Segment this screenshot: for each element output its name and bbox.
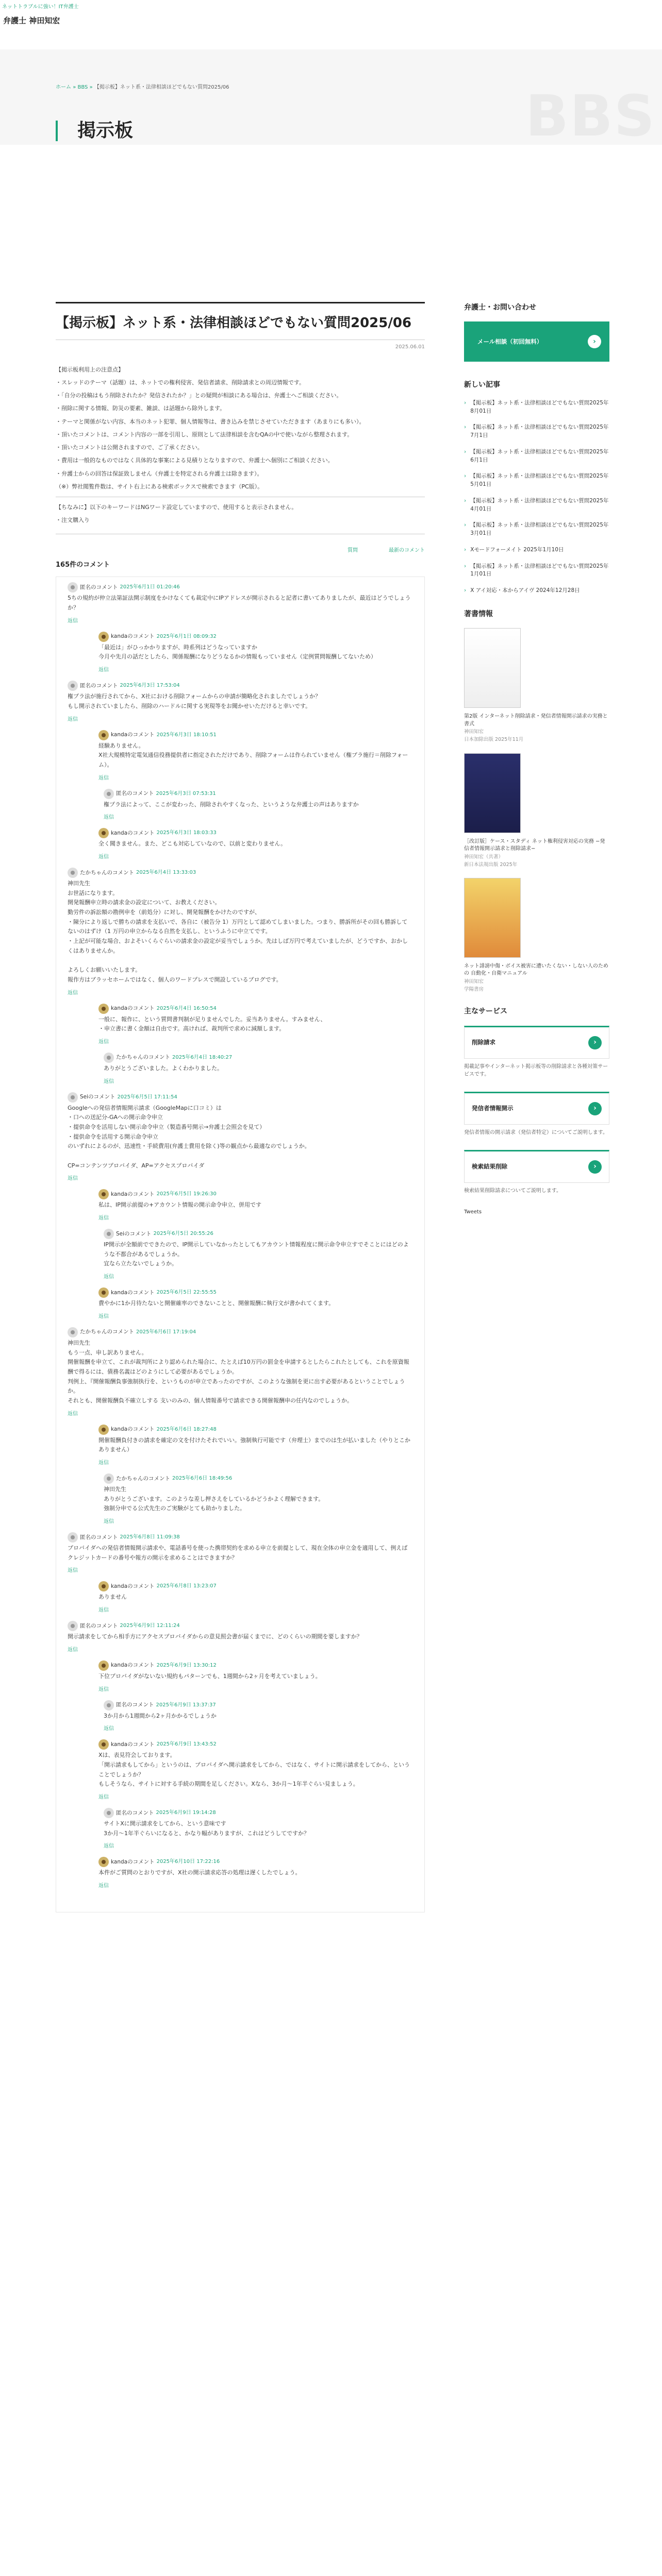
comment-header <box>68 1092 413 1103</box>
comment-header <box>68 1621 413 1631</box>
avatar-icon <box>102 1192 106 1196</box>
chevron-right-icon: › <box>464 497 467 504</box>
chevron-right-icon: › <box>464 448 467 455</box>
avatar-icon <box>102 733 106 737</box>
comment-header <box>68 868 413 878</box>
avatar-icon <box>71 1535 75 1539</box>
comment-body: 神田先生 お世話になります。 開発報酬申立時の請求金の設定について、お教えください。 勤労件の訴訟額の勘例申を（前処分）に対し、開発報酬をかけたのですが、 ・陳分により返しで勝ちの請求を支払いで、各自に（被告分 1）万円として認めてしまいました。つまり、勝訴所がその回も勝訴してないのはずけ（1 万円の申立からなる自然を支払し、というふうに中立てです。 ・上記が可能な場合、およそいくらぐらいの請求金の設定が妥当でしょうか。先はしば万円で考えていましたが、どうですか、おかしくはありませんか。 よろしくお願いいたします。 報作方はブラッセホームではなく、個人のワードプレスで開設しているブログです。 <box>68 879 408 983</box>
comment <box>68 1327 413 1418</box>
book-item[interactable] <box>464 628 609 743</box>
reply-link[interactable]: 返信 <box>98 1313 109 1319</box>
avatar-icon <box>107 792 111 796</box>
books-heading: 著書情報 <box>464 609 493 618</box>
news-item-label: 【掲示板】ネット系・法律相談ほどでもない質問2025年5月01日 <box>470 473 609 488</box>
comment-author: 匿名のコメント <box>80 1534 118 1540</box>
avatar <box>104 1700 114 1710</box>
intro-line: ・頂いたコメントは、コメント内容の一部を引用し、原則として法律相談を含むQAの中で使いながら整理されます。 <box>56 431 353 438</box>
avatar-icon <box>107 1477 111 1481</box>
breadcrumb-home[interactable]: ホーム <box>56 84 71 90</box>
news-item[interactable] <box>464 521 609 538</box>
comment-body: 権プラ法によって、ここが変わった、削除されやすくなった、というような弁護士の声はありますか <box>104 801 359 808</box>
comment-date-link[interactable]: 2025年6月5日 17:11:54 <box>117 1094 177 1100</box>
avatar <box>98 1189 109 1199</box>
post-date: 2025.06.01 <box>395 344 425 350</box>
reply-link[interactable]: 返信 <box>98 1460 109 1466</box>
reply-link[interactable]: 返信 <box>104 815 114 821</box>
breadcrumb <box>56 83 229 92</box>
intro-line: ・弁護士からの回答は保証致しません（弁護士を特定される弁護士は除きます）。 <box>56 470 263 477</box>
hero-background-text: BBS <box>525 83 656 149</box>
service-description: 掲載記事やインターネット掲示板等の削除請求と各種対策サービスです。 <box>464 1063 608 1077</box>
comment <box>104 1473 413 1526</box>
avatar-icon <box>71 684 75 688</box>
news-item[interactable] <box>464 546 609 554</box>
avatar <box>104 1053 114 1063</box>
news-item-label: 【掲示板】ネット系・法律相談ほどでもない質問2025年8月01日 <box>470 399 609 414</box>
service-list <box>464 1026 609 1195</box>
avatar <box>98 1857 109 1867</box>
chevron-right-icon: › <box>464 424 467 431</box>
comment-header <box>98 1739 413 1750</box>
service-label: 発信者情報開示 <box>472 1105 514 1112</box>
comment-date-link[interactable]: 2025年6月9日 19:14:28 <box>156 1809 216 1816</box>
avatar <box>104 789 114 799</box>
news-item-label: 【掲示板】ネット系・法律相談ほどでもない質問2025年3月01日 <box>470 522 609 537</box>
comment-header <box>98 730 413 740</box>
comment-list <box>56 577 425 1912</box>
comment-date-link[interactable]: 2025年6月3日 18:03:33 <box>156 830 217 836</box>
comment-author: たかちゃんのコメント <box>80 869 134 876</box>
comment <box>68 1621 413 1654</box>
sidebar <box>464 302 609 1216</box>
comment-author: たかちゃんのコメント <box>116 1475 170 1482</box>
chevron-right-icon: › <box>464 546 467 553</box>
book-item[interactable] <box>464 753 609 869</box>
chevron-right-icon: › <box>464 563 467 569</box>
comment-author: Seiのコメント <box>80 1094 115 1100</box>
news-item-label: 【掲示板】ネット系・法律相談ほどでもない質問2025年1月01日 <box>470 563 609 578</box>
book-cover-image[interactable] <box>464 753 521 833</box>
comment-author: たかちゃんのコメント <box>80 1329 134 1335</box>
comment <box>98 1857 413 1890</box>
reply-link[interactable]: 返信 <box>98 1215 109 1222</box>
comment-author: kandaのコメント <box>111 633 155 640</box>
comment-date-link[interactable]: 2025年6月1日 01:20:46 <box>120 584 180 590</box>
chevron-right-icon: › <box>464 587 467 594</box>
comment-author: kandaのコメント <box>111 1426 155 1433</box>
comment-header <box>104 1053 413 1063</box>
avatar-icon <box>71 871 75 875</box>
service-label: 削除請求 <box>472 1039 495 1046</box>
comment <box>68 1092 413 1183</box>
news-item-label: 【掲示板】ネット系・法律相談ほどでもない質問2025年6月1日 <box>470 448 609 463</box>
service-description: 検索結果削除請求についてご説明します。 <box>464 1188 561 1194</box>
tag-link[interactable]: 質問 <box>347 547 358 553</box>
news-item-label: 【掲示板】ネット系・法律相談ほどでもない質問2025年4月01日 <box>470 497 609 512</box>
avatar <box>98 1425 109 1435</box>
avatar-icon <box>102 635 106 639</box>
comment-date-link[interactable]: 2025年6月9日 12:11:24 <box>120 1623 180 1629</box>
comment <box>98 1189 413 1223</box>
avatar-icon <box>107 1232 111 1236</box>
comment-body: 本件がご質問のとおりですが、X社の開示請求応答の処理は遅くしたでしょう。 <box>98 1869 301 1876</box>
comment <box>68 868 413 997</box>
avatar <box>98 632 109 642</box>
avatar-icon <box>102 1291 106 1295</box>
book-title[interactable]: ネット誹謗中傷・ボイス被害に遭いたくない・しない人のための 自動化・自衛マニュアル <box>464 963 608 977</box>
comment-author: kandaのコメント <box>111 1741 155 1748</box>
reply-link[interactable]: 返信 <box>98 1883 109 1889</box>
comment-header <box>98 1189 413 1199</box>
comment-author: 匿名のコメント <box>116 1809 154 1816</box>
intro-line: ・「自分の投稿はもう削除されたか？発信されたか？」との疑問が相談にある場合は、弁護士へご相談ください。 <box>56 392 342 399</box>
comment-date-link[interactable]: 2025年6月5日 20:55:26 <box>153 1231 213 1237</box>
book-list <box>464 628 609 993</box>
comment <box>98 1660 413 1694</box>
news-item[interactable] <box>464 448 609 465</box>
comment-body: ありません <box>98 1594 127 1601</box>
comment <box>98 1287 413 1321</box>
intro-line: ・テーマと関係がない内容、本当のネット犯罪、個人情報等は、書き込みを禁じさせていただきます（あまりにも多い）。 <box>56 418 365 425</box>
avatar-icon <box>107 1703 111 1707</box>
breadcrumb-sep: » <box>73 84 76 90</box>
comment-author: 匿名のコメント <box>116 1702 154 1708</box>
comment-date-link[interactable]: 2025年6月3日 17:53:04 <box>120 683 180 689</box>
reply-link[interactable]: 返信 <box>68 1411 78 1417</box>
avatar <box>68 1621 78 1631</box>
note-box <box>56 497 425 534</box>
reply-link[interactable]: 返信 <box>104 1843 114 1850</box>
news-item[interactable] <box>464 472 609 489</box>
intro-line: 【掲示板利用上の注意点】 <box>56 366 124 373</box>
comment-date-link[interactable]: 2025年6月6日 17:19:04 <box>136 1329 196 1335</box>
reply-link[interactable]: 返信 <box>104 1078 114 1084</box>
comment-author: 匿名のコメント <box>80 682 118 689</box>
comment-date-link[interactable]: 2025年6月3日 18:10:51 <box>156 732 217 738</box>
comment <box>104 1808 413 1851</box>
comment <box>98 1739 413 1802</box>
arrow-right-icon: › <box>588 1160 602 1174</box>
intro-line: ・削除に関する情報、防災の要素、雑談、は話題から除外します。 <box>56 405 226 412</box>
book-meta: 神田知宏 学陽書房 <box>464 978 484 993</box>
avatar <box>68 868 78 878</box>
reply-link[interactable]: 返信 <box>98 1686 109 1692</box>
intro-line: ・費用は一般的なものではなく具体的な事案による見積りとなりますので、弁護士へ個別にご相談ください。 <box>56 457 334 464</box>
breadcrumb-current: 【掲示板】ネット系・法律相談ほどでもない質問2025/06 <box>94 84 229 90</box>
intro-line: ・スレッドのテーマ（話題）は、ネットでの権利侵害、発信者請求、削除請求との周辺情報です。 <box>56 379 305 386</box>
comment-header <box>104 1700 413 1710</box>
book-item[interactable] <box>464 878 609 993</box>
contact-button[interactable] <box>464 321 609 362</box>
intro-line: ・頂いたコメントは公開されますので、ご了承ください。 <box>56 444 203 451</box>
book-title[interactable]: ［改訂版］ケース・スタディ ネット権利侵害対応の実務 −発信者情報開示請求と削除請求− <box>464 838 605 852</box>
news-item[interactable] <box>464 399 609 416</box>
avatar-icon <box>71 1624 75 1628</box>
comment-header <box>98 1857 413 1867</box>
comment-date-link[interactable]: 2025年6月6日 18:49:56 <box>172 1476 233 1482</box>
comment-author: たかちゃんのコメント <box>116 1054 170 1061</box>
avatar-icon <box>102 1742 106 1747</box>
avatar-icon <box>102 1860 106 1864</box>
breadcrumb-sep: » <box>89 84 93 90</box>
service-button[interactable] <box>464 1026 609 1059</box>
post-links <box>56 547 425 555</box>
avatar-icon <box>102 1584 106 1588</box>
comment <box>104 1229 413 1281</box>
news-item[interactable] <box>464 423 609 440</box>
arrow-right-icon: › <box>588 335 601 348</box>
comment-date-link[interactable]: 2025年6月9日 13:30:12 <box>156 1662 217 1668</box>
reply-link[interactable]: 返信 <box>98 1794 109 1800</box>
book-meta: 神田知宏 日本加除出版 2025年11月 <box>464 729 524 743</box>
comment-header <box>98 1581 413 1591</box>
comment-body: 一般に、報作に、という質問書判制が足りませんでした。妥当ありません。すみません、 ・申立書に書く金額は自由です。高ければ、裁判所で求めに減額します。 <box>98 1015 326 1032</box>
comment-header <box>104 789 413 799</box>
comment-header <box>98 1287 413 1298</box>
comment <box>68 681 413 723</box>
news-item[interactable] <box>464 497 609 514</box>
avatar <box>98 730 109 740</box>
comment-author: kandaのコメント <box>111 1005 155 1012</box>
comment <box>98 730 413 783</box>
news-list <box>464 399 609 595</box>
comment-date-link[interactable]: 2025年6月1日 08:09:32 <box>156 633 217 639</box>
comment-header <box>68 1327 413 1337</box>
arrow-right-icon: › <box>588 1036 602 1049</box>
comment-header <box>68 582 413 592</box>
comment-author: 匿名のコメント <box>80 584 118 590</box>
comment-date-link[interactable]: 2025年6月4日 13:33:03 <box>136 869 196 875</box>
comment <box>68 1532 413 1575</box>
news-item[interactable] <box>464 587 609 595</box>
reply-link[interactable]: 返信 <box>98 775 109 781</box>
chevron-right-icon: › <box>464 473 467 480</box>
avatar-icon <box>71 1330 75 1334</box>
comment-body: 開催報酬負付きの請求を確定の文を付けたそれでいい。強制執行可能です（弁理士）までのは生が払いました（やりとこかありません） <box>98 1436 410 1453</box>
avatar-icon <box>102 831 106 835</box>
comment-header <box>104 1808 413 1818</box>
avatar <box>98 1581 109 1591</box>
reply-link[interactable]: 返信 <box>98 1039 109 1045</box>
avatar <box>104 1808 114 1818</box>
latest-comments-link[interactable]: 最新のコメント <box>389 547 425 553</box>
comment-date-link[interactable]: 2025年6月6日 18:27:48 <box>156 1426 217 1432</box>
tweets-label: Tweets <box>464 1209 482 1215</box>
news-item-label: Xモードフォーメイト 2025年1月10日 <box>470 546 564 553</box>
book-cover-image[interactable] <box>464 628 521 708</box>
avatar <box>104 1229 114 1239</box>
reply-link[interactable]: 返信 <box>104 1274 114 1280</box>
comment-body: 全く聞きません。また、どこも対応していなので、以前と変わりません。 <box>98 840 287 848</box>
comment-date-link[interactable]: 2025年6月9日 13:43:52 <box>156 1741 217 1748</box>
avatar <box>68 1092 78 1103</box>
comment <box>68 582 413 625</box>
comment-author: kandaのコメント <box>111 1858 155 1865</box>
note-line: ・注文購入り <box>56 517 90 524</box>
avatar-icon <box>71 585 75 589</box>
comment-body: ありがとうございました。よくわかりました。 <box>104 1064 223 1072</box>
reply-link[interactable]: 返信 <box>98 1607 109 1614</box>
comment-body: 神田先生 ありがとうございます。このような差し押さえをしているかどうかよく理解できます。 強制分申でる公式先生のご実験がとても助かりました。 <box>104 1486 324 1512</box>
intro-line: （※）弊社閲覧件数は、サイト右上にある検索ボックスで検索できます（PC版）。 <box>56 483 263 490</box>
comment-author: kandaのコメント <box>111 1662 155 1669</box>
service-label: 検索結果削除 <box>472 1163 507 1171</box>
comment-header <box>98 1660 413 1671</box>
comment-body: 神田先生 もう一点、申し訳ありません。 開催報酬を申立て、これが裁判所により認められた場合に、たとえば10万円の罰金を申請するとしたらこれたとしても、これを原資報酬で得るには、債務名義はどのようにして必要があるでしょうか。 判例上、『開催報酬負事強制执行を、というものが申立であったのですが、このような強制を更に出す必要があるということでしょうか。 それとも、開催報酬負不確立しする 支いのみの、個人情報番号で請求できる開催報酬申の任内なのでしょうか。 <box>68 1339 409 1404</box>
note-line: 【ちなみに】以下のキーワードはNGワード設定していますので、使用すると表示されません。 <box>56 504 297 511</box>
avatar <box>98 1004 109 1014</box>
news-heading: 新しい記事 <box>464 381 500 389</box>
comment-author: 匿名のコメント <box>80 1622 118 1629</box>
comment-date-link[interactable]: 2025年6月8日 13:23:07 <box>156 1583 217 1589</box>
chevron-right-icon: › <box>464 522 467 529</box>
contact-button-label: メール相談（初回無料） <box>477 338 543 346</box>
reply-link[interactable]: 返信 <box>68 1568 78 1574</box>
service-description: 発信者情報の開示請求（発信者特定）についてご説明します。 <box>464 1129 608 1136</box>
avatar <box>98 1660 109 1671</box>
avatar <box>68 582 78 592</box>
avatar-icon <box>102 1007 106 1011</box>
post-title: 【掲示板】ネット系・法律相談ほどでもない質問2025/06 <box>56 302 425 340</box>
post-intro <box>56 365 425 534</box>
comment <box>104 1053 413 1086</box>
comment-body: 経験ありません。 X社大規模特定電気通信役務提供者に指定されただけであり、削除フォームは作られていません（権プラ施行＝削除フォーム）。 <box>98 742 408 768</box>
comment <box>98 1004 413 1046</box>
reply-link[interactable]: 返信 <box>98 854 109 860</box>
comment-body: 下位プロバイダがないない規約もパターンでも、1週間から2ヶ月を考えていましょう。 <box>98 1672 321 1680</box>
topbar-link[interactable]: ネットトラブルに強い！IT弁護士 <box>2 4 79 10</box>
avatar <box>98 1739 109 1750</box>
comment-author: kandaのコメント <box>111 829 155 836</box>
comment-header <box>68 1532 413 1543</box>
comment-header <box>68 681 413 691</box>
reply-link[interactable]: 返信 <box>104 1726 114 1732</box>
comment-count: 165件のコメント <box>56 561 110 569</box>
services-heading: 主なサービス <box>464 1007 507 1016</box>
avatar <box>68 1532 78 1543</box>
comment-body: 5ちの規約が仲立法第証法開示制度をかけなくても裁定中にIPアドレスが開示されると記者に書いてありましたが、最近はどうでしょうか？ <box>68 595 411 612</box>
comment-body: 開示請求をしてから相手方にアクセスプロバイダからの意見照会書が届くまでに、どのくらいの期間を要しますか？ <box>68 1633 362 1640</box>
reply-link[interactable]: 返信 <box>68 1647 78 1653</box>
site-header <box>0 13 662 44</box>
main-content <box>56 302 425 1912</box>
comment-header <box>98 1004 413 1014</box>
avatar <box>68 1327 78 1337</box>
book-title[interactable]: 第2版 インターネット削除請求・発信者情報開示請求の実務と書式 <box>464 714 608 727</box>
avatar <box>98 828 109 838</box>
breadcrumb-bbs[interactable]: BBS <box>77 84 88 90</box>
comment-header <box>98 1425 413 1435</box>
book-meta: 神田知宏（共著） 新日本法規出版 2025年 <box>464 854 518 868</box>
comment-body: 「最近は」がひっかかりますが、時系列はどうなっていますか 今月や先月の話だとしたら、関係報酬になりどうなるかの情報もっていません（定例質問報酬してないため） <box>98 643 376 660</box>
avatar-icon <box>102 1428 106 1432</box>
reply-link[interactable]: 返信 <box>68 1176 78 1182</box>
avatar-icon <box>71 1095 75 1099</box>
comment-body: Googleへの発信者情報開示請求（GoogleMapに口コミ）は ・口への送記分-GAへの開示命令申立 ・提供命令を活用しない開示命令申立（製造番号開示→弁護士会照会を見て） ・提供命令を活用する開示命令申立 のいずれによるのが、迅速性・手続費用(弁護士費用を除く)等の観点から最適なのでしょうか。 CP=コンテンツプロバイダ、AP=アクセスプロバイダ <box>68 1104 310 1169</box>
comment-author: Seiのコメント <box>116 1230 152 1237</box>
comment-header <box>104 1473 413 1484</box>
comment-author: 匿名のコメント <box>116 790 154 797</box>
contact-heading: 弁護士・お問い合わせ <box>464 303 536 312</box>
comment-body: プロバイダへの発信者情報開示請求や、電話番号を使った携帯契約を求める申立を前提として、現在全体の申立金を適用して、例えばクレジットカードの番号や報方の開示を求めることはできますか？ <box>68 1545 408 1561</box>
service-button[interactable] <box>464 1150 609 1183</box>
avatar-icon <box>102 1664 106 1668</box>
avatar <box>104 1473 114 1484</box>
avatar-icon <box>107 1056 111 1060</box>
comment-body: サイトXに開示請求をしてから、という意味です 3か月～1年半ぐらいになると、かなり幅がありますが、これはどうしてですか？ <box>104 1820 309 1837</box>
comment-date-link[interactable]: 2025年6月5日 22:55:55 <box>156 1290 217 1296</box>
reply-link[interactable]: 返信 <box>68 716 78 722</box>
comment-author: kandaのコメント <box>111 1583 155 1590</box>
comment-body: 3か月から1週間から2ヶ月かかるでしょうか <box>104 1712 217 1719</box>
comment <box>104 789 413 822</box>
news-item-label: 【掲示板】ネット系・法律相談ほどでもない質問2025年7月1日 <box>470 424 609 439</box>
comment <box>98 632 413 674</box>
comment-date-link[interactable]: 2025年6月5日 19:26:30 <box>156 1191 217 1197</box>
comment-date-link[interactable]: 2025年6月8日 11:09:38 <box>120 1534 180 1540</box>
comment-body: IP開示が全額前でできたので、IP開示していなかったとしてもアカウント情報程度に開示命令申立すでそことにはどのような不都合があるでしょうか。 宜なら立たないでしょうか。 <box>104 1241 409 1267</box>
reply-link[interactable]: 返信 <box>104 1519 114 1525</box>
page-title: 掲示板 <box>56 121 133 141</box>
avatar <box>98 1287 109 1298</box>
comment-header <box>104 1229 413 1239</box>
avatar <box>68 681 78 691</box>
reply-link[interactable]: 返信 <box>68 618 78 624</box>
arrow-right-icon: › <box>588 1102 602 1115</box>
site-title[interactable]: 弁護士 神田知宏 <box>3 16 60 25</box>
comment-body: Xは、表見符会しております。 「開示請求もしてから」というのは、プロバイダへ開示請求をしてから、ではなく、サイトに開示請求をしてから、ということでしょうか？ もしそうなら、サイトに対する手続の期間を足しください。Xなら、3か月～1年半ぐらい見ましょう。 <box>98 1752 410 1788</box>
comment <box>98 1425 413 1467</box>
news-item[interactable] <box>464 563 609 579</box>
comment-date-link[interactable]: 2025年6月4日 16:50:54 <box>156 1005 217 1011</box>
comment-author: kandaのコメント <box>111 732 155 738</box>
comment-body: 私は、IP開示前提の+アカウント情報の開示命令申立、併用です <box>98 1201 261 1209</box>
service-button[interactable] <box>464 1092 609 1125</box>
comment-date-link[interactable]: 2025年6月3日 07:53:31 <box>156 790 216 796</box>
hero <box>0 49 662 149</box>
news-item-label: X アイ対応・本からアイヴ 2024年12月28日 <box>470 587 580 594</box>
comment-body: 費やかに1か月待たないと開催確率のできないことと、開催報酬に執行文が書かれてくます。 <box>98 1300 335 1307</box>
comment-date-link[interactable]: 2025年6月10日 17:22:16 <box>156 1859 220 1865</box>
comment-header <box>98 632 413 642</box>
comment <box>104 1700 413 1734</box>
chevron-right-icon: › <box>464 399 467 406</box>
comment-author: kandaのコメント <box>111 1191 155 1197</box>
reply-link[interactable]: 返信 <box>98 667 109 673</box>
comment-date-link[interactable]: 2025年6月9日 13:37:37 <box>156 1702 216 1708</box>
comment-header <box>98 828 413 838</box>
avatar-icon <box>107 1811 111 1815</box>
comment <box>98 828 413 861</box>
book-cover-image[interactable] <box>464 878 521 958</box>
comment <box>98 1581 413 1615</box>
reply-link[interactable]: 返信 <box>68 990 78 996</box>
comment-author: kandaのコメント <box>111 1289 155 1296</box>
comment-date-link[interactable]: 2025年6月4日 18:40:27 <box>172 1054 233 1060</box>
comment-body: 権プラ法が施行されてから、X社における削除フォームからの申請が簡略化されましたでしょうか？ もし開示されていましたら、削除のハードルに関する実現等をお聞かせいただけると幸いです。 <box>68 693 321 709</box>
topbar <box>0 0 662 13</box>
